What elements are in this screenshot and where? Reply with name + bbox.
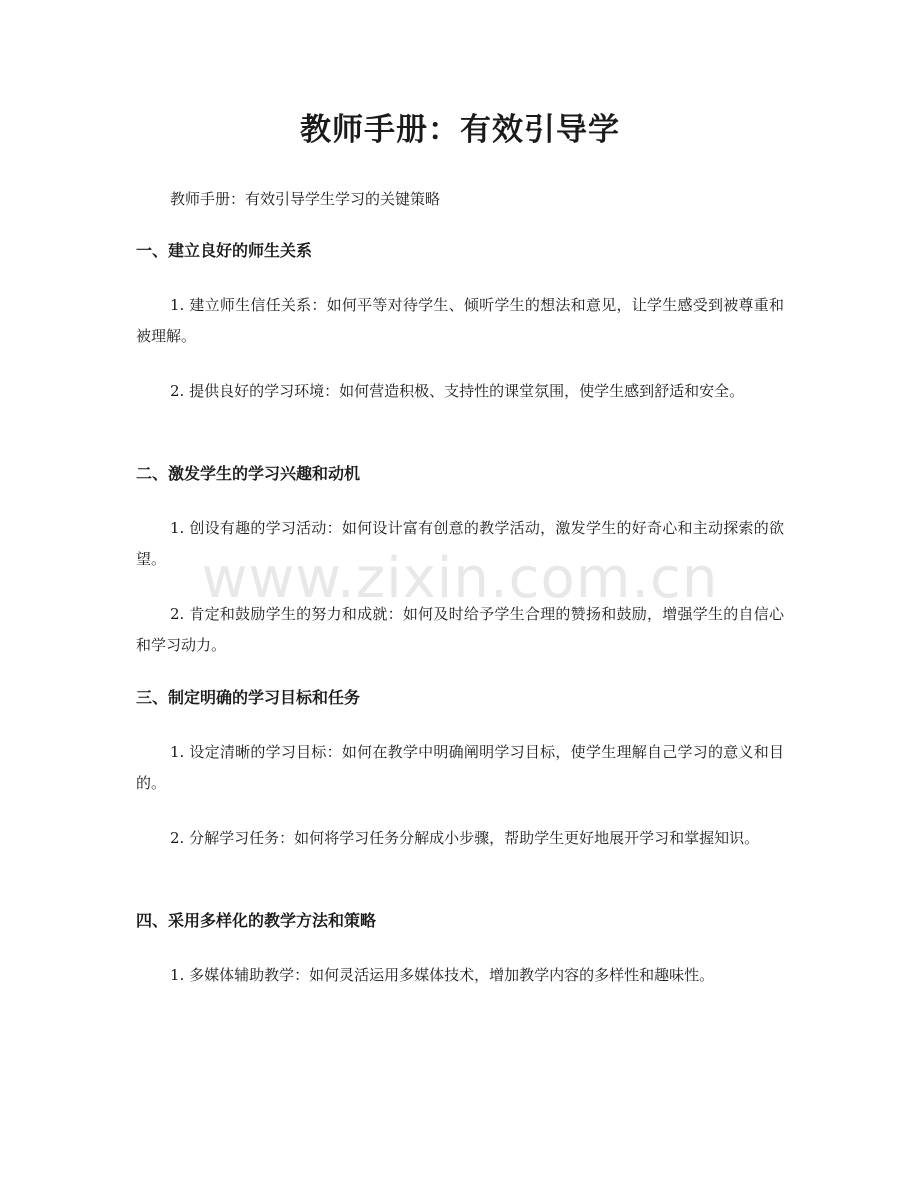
watermark: www.zixin.com.cn xyxy=(201,546,719,611)
section-heading-3: 三、制定明确的学习目标和任务 xyxy=(136,688,361,707)
document-subtitle: 教师手册：有效引导学生学习的关键策略 xyxy=(170,190,441,208)
section-3-paragraph-1: 1. 设定清晰的学习目标：如何在教学中明确阐明学习目标，使学生理解自己学习的意义和目的。 xyxy=(136,743,784,792)
section-3-paragraph-2: 2. 分解学习任务：如何将学习任务分解成小步骤，帮助学生更好地展开学习和掌握知识。 xyxy=(170,829,760,847)
section-heading-2: 二、激发学生的学习兴趣和动机 xyxy=(136,464,361,483)
section-heading-1: 一、建立良好的师生关系 xyxy=(136,241,313,260)
section-2-paragraph-1: 1. 创设有趣的学习活动：如何设计富有创意的教学活动，激发学生的好奇心和主动探索的欲望。 xyxy=(136,519,784,568)
section-4-paragraph-1: 1. 多媒体辅助教学：如何灵活运用多媒体技术，增加教学内容的多样性和趣味性。 xyxy=(170,966,715,984)
document-title: 教师手册：有效引导学 xyxy=(300,112,620,148)
section-heading-4: 四、采用多样化的教学方法和策略 xyxy=(136,911,377,930)
section-1-paragraph-2: 2. 提供良好的学习环境：如何营造积极、支持性的课堂氛围，使学生感到舒适和安全。 xyxy=(170,382,745,400)
section-2-paragraph-2: 2. 肯定和鼓励学生的努力和成就：如何及时给予学生合理的赞扬和鼓励，增强学生的自信心和学习动力。 xyxy=(136,605,784,654)
section-1-paragraph-1: 1. 建立师生信任关系：如何平等对待学生、倾听学生的想法和意见，让学生感受到被尊重和被理解。 xyxy=(136,296,784,345)
